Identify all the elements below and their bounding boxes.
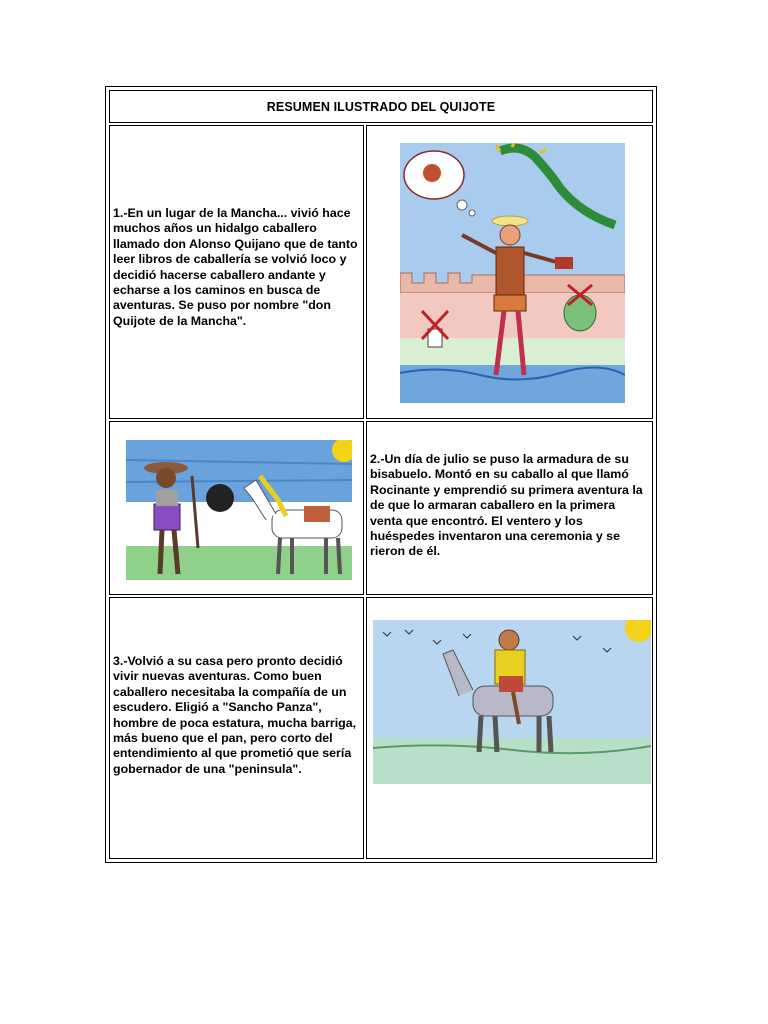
section-2-illustration-cell: [109, 421, 364, 595]
section-1-text-cell: [109, 125, 364, 419]
section-3-text-cell: [109, 597, 364, 859]
section-2-text-cell: [366, 421, 653, 595]
section-1-text: 1.-En un lugar de la Mancha... vivió hace muchos años un hidalgo caballero llamado don Alonso Quijano que de tanto leer libros de caballería se volvió loco y decidió hacerse caballero andante y echarse a los caminos en busca de aventuras. Se puso por nombre "don Quijote de la Mancha".: [113, 206, 358, 328]
page-title: RESUMEN ILUSTRADO DEL QUIJOTE: [266, 99, 496, 114]
section-2-text: 2.-Un día de julio se puso la armadura de su bisabuelo. Montó en su caballo al que llamó Rocinante y emprendió su primera aventura la de que lo armaran caballero en la primera venta que encontró. El ventero y los huéspedes inventaron una ceremonia y se rieron de él.: [370, 452, 643, 559]
section-1-illustration-cell: [366, 125, 653, 419]
summary-table: [105, 86, 657, 863]
table-title-cell: [109, 90, 653, 123]
drawing-don-quijote-image: [400, 143, 625, 403]
drawing-quijote-rocinante-image: [126, 440, 352, 580]
section-3-text: 3.-Volvió a su casa pero pronto decidió vivir nuevas aventuras. Como buen caballero necesitaba la compañía de un escudero. Eligió a "Sancho Panza", hombre de poca estatura, mucha barriga, más bueno que el pan, pero corto del entendimiento al que prometió que sería gobernador de una "peninsula".: [113, 654, 357, 776]
section-3-illustration-cell: [366, 597, 653, 859]
drawing-sancho-donkey-image: [373, 620, 651, 784]
